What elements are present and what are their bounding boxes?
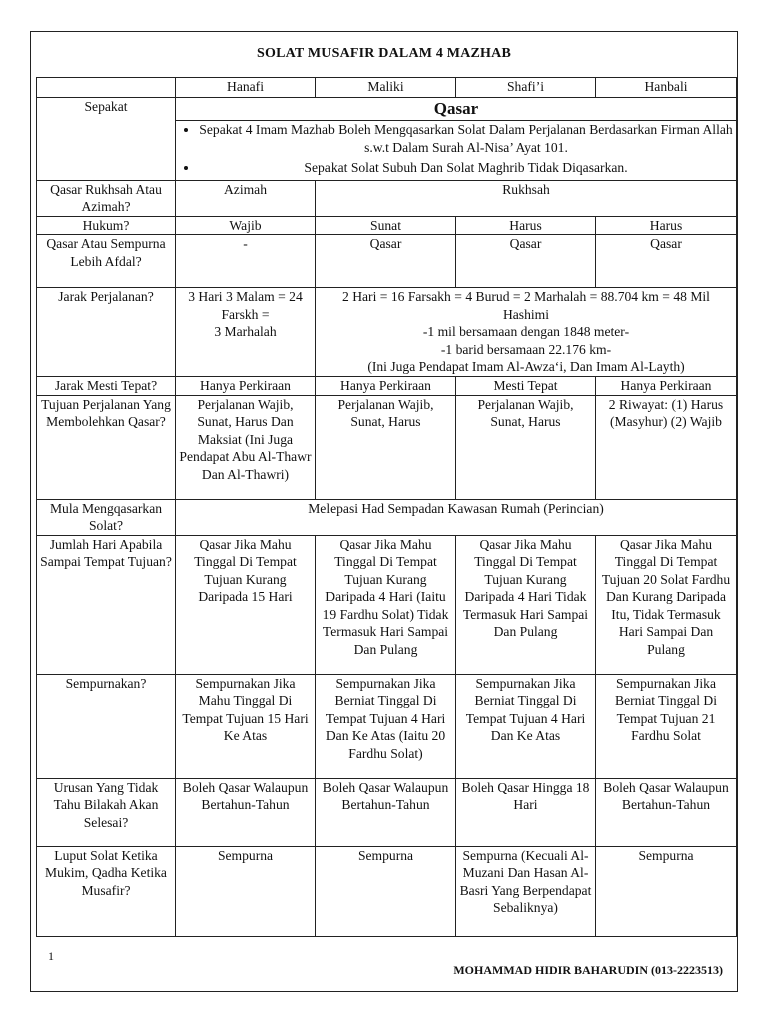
tepat-shafii: Mesti Tepat (456, 376, 596, 395)
afdal-hanbali: Qasar (596, 235, 737, 288)
tujuan-row (37, 395, 737, 499)
luput-shafii: Sempurna (Kecuali Al-Muzani Dan Hasan Al-Basri Yang Berpendapat Sebaliknya) (456, 846, 596, 936)
sepakat-points (176, 121, 737, 181)
tujuan-shafii: Perjalanan Wajib, Sunat, Harus (456, 395, 596, 499)
sepakat-heading-row (37, 98, 737, 121)
jarak-label: Jarak Perjalanan? (37, 288, 176, 377)
hukum-row (37, 216, 737, 235)
rukhsah-hanafi: Azimah (176, 180, 316, 216)
tujuan-maliki: Perjalanan Wajib, Sunat, Harus (316, 395, 456, 499)
header-shafii: Shafi’i (456, 78, 596, 98)
tepat-row (37, 376, 737, 395)
rukhsah-label: Qasar Rukhsah Atau Azimah? (37, 180, 176, 216)
sepakat-list (179, 121, 733, 177)
tepat-label: Jarak Mesti Tepat? (37, 376, 176, 395)
urusan-hanbali: Boleh Qasar Walaupun Bertahun-Tahun (596, 778, 737, 846)
tujuan-label: Tujuan Perjalanan Yang Membolehkan Qasar? (37, 395, 176, 499)
tepat-hanbali: Hanya Perkiraan (596, 376, 737, 395)
header-hanbali: Hanbali (596, 78, 737, 98)
sempurnakan-maliki: Sempurnakan Jika Berniat Tinggal Di Tempat Tujuan 4 Hari Dan Ke Atas (Iaitu 20 Fardhu Solat) (316, 674, 456, 778)
urusan-label: Urusan Yang Tidak Tahu Bilakah Akan Selesai? (37, 778, 176, 846)
mula-row (37, 499, 737, 535)
hukum-hanafi: Wajib (176, 216, 316, 235)
jumlah-shafii: Qasar Jika Mahu Tinggal Di Tempat Tujuan Kurang Daripada 4 Hari Tidak Termasuk Hari Sampai Dan Pulang (456, 535, 596, 674)
tepat-maliki: Hanya Perkiraan (316, 376, 456, 395)
afdal-hanafi: - (176, 235, 316, 288)
afdal-row (37, 235, 737, 288)
header-empty (37, 78, 176, 98)
sempurnakan-hanbali: Sempurnakan Jika Berniat Tinggal Di Tempat Tujuan 21 Fardhu Solat (596, 674, 737, 778)
sempurnakan-label: Sempurnakan? (37, 674, 176, 778)
tujuan-hanbali: 2 Riwayat: (1) Harus (Masyhur) (2) Wajib (596, 395, 737, 499)
jarak-hanafi-line-2: 3 Marhalah (214, 324, 277, 339)
jumlah-hanafi: Qasar Jika Mahu Tinggal Di Tempat Tujuan Kurang Daripada 15 Hari (176, 535, 316, 674)
urusan-shafii: Boleh Qasar Hingga 18 Hari (456, 778, 596, 846)
jumlah-row (37, 535, 737, 674)
jumlah-maliki: Qasar Jika Mahu Tinggal Di Tempat Tujuan Kurang Daripada 4 Hari (Iaitu 19 Fardhu Solat) Tidak Termasuk Hari Sampai Dan Pulang (316, 535, 456, 674)
header-row (37, 78, 737, 98)
urusan-hanafi: Boleh Qasar Walaupun Bertahun-Tahun (176, 778, 316, 846)
jarak-line-3: -1 barid bersamaan 22.176 km- (440, 341, 612, 357)
luput-maliki: Sempurna (316, 846, 456, 936)
afdal-label: Qasar Atau Sempurna Lebih Afdal? (37, 235, 176, 288)
rukhsah-others: Rukhsah (316, 180, 737, 216)
luput-label: Luput Solat Ketika Mukim, Qadha Ketika Musafir? (37, 846, 176, 936)
qasar-heading: Qasar (176, 98, 737, 121)
tepat-hanafi: Hanya Perkiraan (176, 376, 316, 395)
luput-hanafi: Sempurna (176, 846, 316, 936)
jarak-line-2: -1 mil bersamaan dengan 1848 meter- (422, 324, 630, 339)
tujuan-hanafi: Perjalanan Wajib, Sunat, Harus Dan Maksiat (Ini Juga Pendapat Abu Al-Thawr Dan Al-Thawri) (176, 395, 316, 499)
luput-row (37, 846, 737, 936)
page-number: 1 (48, 949, 54, 963)
afdal-shafii: Qasar (456, 235, 596, 288)
afdal-maliki: Qasar (316, 235, 456, 288)
urusan-row (37, 778, 737, 846)
jumlah-label: Jumlah Hari Apabila Sampai Tempat Tujuan? (37, 535, 176, 674)
luput-hanbali: Sempurna (596, 846, 737, 936)
sempurnakan-row (37, 674, 737, 778)
hukum-hanbali: Harus (596, 216, 737, 235)
sempurnakan-hanafi: Sempurnakan Jika Mahu Tinggal Di Tempat Tujuan 15 Hari Ke Atas (176, 674, 316, 778)
sepakat-point-1: • Sepakat 4 Imam Mazhab Boleh Mengqasarkan Solat Dalam Perjalanan Berdasarkan Firman Allah s.w.t Dalam Surah Al-Nisa’ Ayat 101. (199, 121, 733, 156)
mula-label: Mula Mengqasarkan Solat? (37, 499, 176, 535)
hukum-shafii: Harus (456, 216, 596, 235)
jarak-others (316, 288, 737, 377)
document-frame (30, 31, 738, 992)
document-title: SOLAT MUSAFIR DALAM 4 MAZHAB (257, 46, 511, 61)
comparison-table (36, 77, 737, 937)
mula-value: Melepasi Had Sempadan Kawasan Rumah (Perincian) (176, 499, 737, 535)
jarak-row (37, 288, 737, 377)
jarak-hanafi (176, 288, 316, 377)
jarak-line-4: (Ini Juga Pendapat Imam Al-Awza‘i, Dan Imam Al-Layth) (367, 359, 685, 374)
header-hanafi: Hanafi (176, 78, 316, 98)
sepakat-label: Sepakat (37, 98, 176, 181)
jarak-hanafi-line-1: 3 Hari 3 Malam = 24 Farskh = (188, 289, 303, 322)
urusan-maliki: Boleh Qasar Walaupun Bertahun-Tahun (316, 778, 456, 846)
rukhsah-row (37, 180, 737, 216)
sepakat-point-2: • Sepakat Solat Subuh Dan Solat Maghrib Tidak Diqasarkan. (199, 159, 733, 177)
jarak-line-1: 2 Hari = 16 Farsakh = 4 Burud = 2 Marhalah = 88.704 km = 48 Mil Hashimi (342, 289, 710, 322)
sempurnakan-shafii: Sempurnakan Jika Berniat Tinggal Di Tempat Tujuan 4 Hari Dan Ke Atas (456, 674, 596, 778)
header-maliki: Maliki (316, 78, 456, 98)
footer-author: MOHAMMAD HIDIR BAHARUDIN (013-2223513) (453, 963, 723, 977)
hukum-maliki: Sunat (316, 216, 456, 235)
jumlah-hanbali: Qasar Jika Mahu Tinggal Di Tempat Tujuan 20 Solat Fardhu Dan Kurang Daripada Itu, Tidak Termasuk Hari Sampai Dan Pulang (596, 535, 737, 674)
hukum-label: Hukum? (37, 216, 176, 235)
